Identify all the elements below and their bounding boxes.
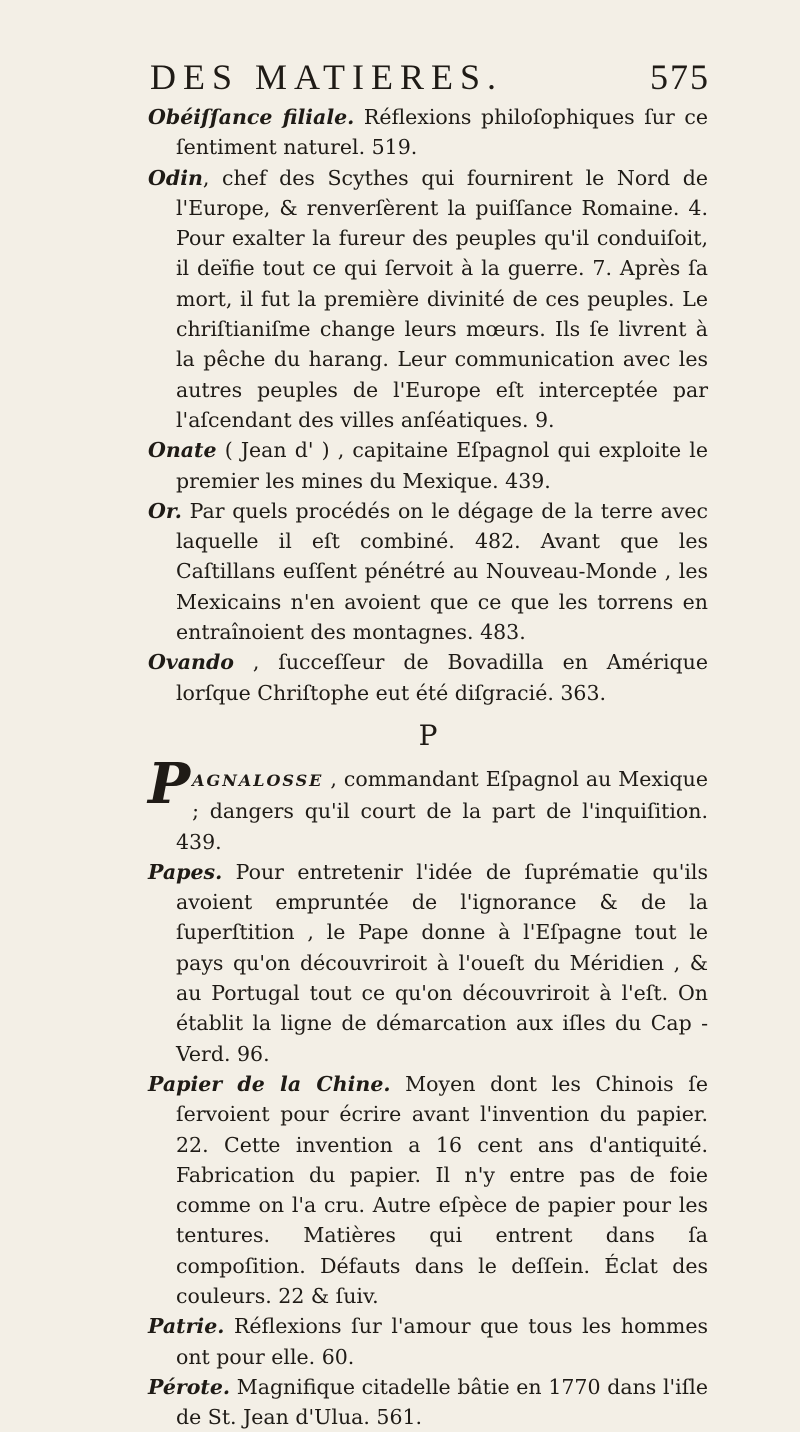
section-letter: P [418,718,438,752]
index-entry [148,163,708,436]
index-entry [148,857,708,1069]
index-entry [148,750,708,857]
entry-head: Odin [148,165,203,190]
drop-cap: P [148,750,191,817]
entry-body: Magnifique citadelle bâtie en 1770 dans l'iſle de St. Jean d'Ulua. 561. [176,1374,708,1430]
index-text [148,102,708,1432]
index-entry [148,1311,708,1372]
index-entry [148,647,708,708]
entry-head: Ovando [148,650,234,675]
entry-body: , chef des Scythes qui fournirent le Nord de l'Europe, & renverſèrent la puiſſance Romaine. 4. Pour exalter la fureur des peuples qu'il conduiſoit, il deïfie tout ce qui ſervoit à la guerre. 7. Après ſa mort, il fut la première divinité de ces peuples. Le chriſtianiſme change leurs mœurs. Ils ſe livrent à la pêche du harang. Leur communication avec les autres peuples de l'Europe eſt interceptée par l'aſcendant des villes anſéatiques. 9. [176,165,708,432]
entry-body: Réflexions ſur l'amour que tous les hommes ont pour elle. 60. [176,1314,708,1369]
page-number: 575 [650,57,710,97]
entry-body: Réflexions philoſophiques ſur ce ſentiment naturel. 519. [176,105,708,160]
entry-head: Obéiſſance filiale. [148,105,355,129]
entry-body: ( Jean d' ) , capitaine Eſpagnol qui exploite le premier les mines du Mexique. 439. [176,438,708,493]
entry-head: Patrie. [148,1314,225,1339]
entry-body: Moyen dont les Chinois ſe ſervoient pour écrire avant l'invention du papier. 22. Cette invention a 16 cent ans d'antiquité. Fabrication du papier. Il n'y entre pas de foie comme on l'a cru. Autre eſpèce de papier pour les tentures. Matières qui entrent dans ſa compoſition. Défauts dans le deſſein. Éclat des couleurs. 22 & ſuiv. [176,1071,708,1308]
entry-body: Pour entretenir l'idée de ſuprématie qu'ils avoient empruntée de l'ignorance & de la ſuperſtition , le Pape donne à l'Eſpagne tout le pays qu'on découvriroit à l'oueſt du Méridien , & au Portugal tout ce qu'on découvriroit à l'eſt. On établit la ligne de démarcation aux iſles du Cap - Verd. 96. [176,859,708,1066]
entry-body: Par quels procédés on le dégage de la terre avec laquelle il eſt combiné. 482. Avant que les Caſtillans euſſent pénétré au Nouveau-Monde , les Mexicains n'en avoient que ce que les torrens en entraînoient des montagnes. 483. [176,498,708,645]
index-entry [148,435,708,496]
entry-head: Papes. [148,859,223,884]
index-entry [148,102,708,163]
entry-head: Or. [148,498,182,523]
entry-head: Papier de la Chine. [148,1071,391,1096]
header-title: DES MATIERES. [150,57,504,97]
index-entry [148,1372,708,1432]
entry-head: Pérote. [148,1374,231,1399]
entry-body: , commandant Eſpagnol au Mexique ; dangers qu'il court de la part de l'inquiſition. 439. [176,766,708,854]
index-entry [148,496,708,647]
entry-head: Onate [148,438,217,463]
entry-head: AGNALOSSE [192,770,324,790]
index-entry [148,1069,708,1311]
entry-body: , ſucceſſeur de Bovadilla en Amérique lorſque Chriſtophe eut été diſgracié. 363. [176,650,708,705]
running-header [150,56,710,106]
